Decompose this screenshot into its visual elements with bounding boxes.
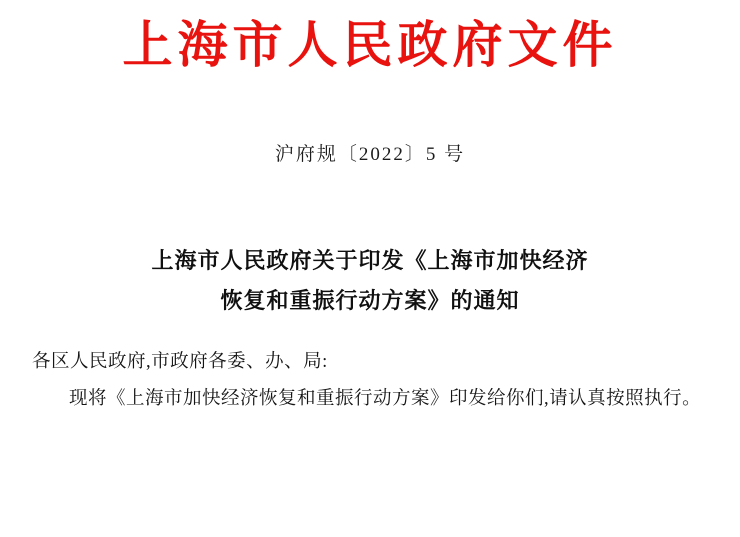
- document-heading: [0, 166, 740, 322]
- document-heading-line-1: 上海市人民政府关于印发《上海市加快经济: [151, 247, 589, 274]
- document-body: [0, 322, 740, 418]
- salutation: 各区人民政府,市政府各委、办、局:: [32, 351, 328, 372]
- body-paragraph-1: 现将《上海市加快经济恢复和重振行动方案》印发给你们,请认真按照执行。: [69, 388, 702, 409]
- document-heading-line-2: 恢复和重振行动方案》的通知: [220, 288, 520, 315]
- masthead-title: 上海市人民政府文件: [122, 15, 618, 74]
- document-number: 沪府规〔2022〕5 号: [274, 143, 466, 165]
